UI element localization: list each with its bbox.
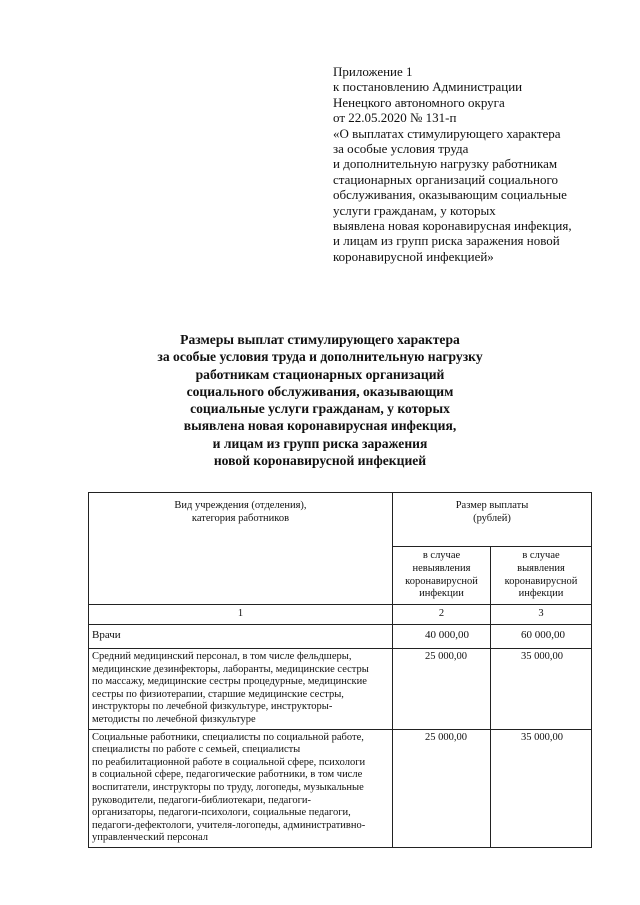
payments-table <box>88 492 592 848</box>
appendix-line: к постановлению Администрации <box>333 79 523 95</box>
appendix-line: Приложение 1 <box>333 64 413 79</box>
appendix-line: и дополнительную нагрузку работникам <box>333 156 558 172</box>
category-line: воспитатели, инструкторы по труду, логопеды, музыкальные <box>92 781 364 793</box>
title-line: новой коронавирусной инфекцией <box>213 453 427 469</box>
header-detected-line: в случае <box>522 550 560 562</box>
header-detected-line: инфекции <box>518 588 564 600</box>
header-detected-cell <box>491 547 592 605</box>
detected-amount: 35 000,00 <box>491 729 592 847</box>
header-detected-line: коронавирусной <box>504 575 578 587</box>
header-category-line: категория работников <box>191 512 290 524</box>
category-line: в социальной сфере, педагогические работники, в том числе <box>92 769 363 781</box>
header-not-detected-line: невыявления <box>412 562 471 574</box>
appendix-line: коронавирусной инфекцией» <box>333 248 494 264</box>
title-line: за особые условия труда и дополнительную нагрузку <box>157 349 483 365</box>
column-number-cell: 3 <box>491 605 592 625</box>
category-line: инструкторы по лечебной физкультуре, инструкторы- <box>92 701 333 713</box>
category-line: организаторы, педагоги-психологи, социальные педагоги, <box>92 807 351 819</box>
appendix-line: выявлена новая коронавирусная инфекция, <box>333 218 572 234</box>
category-line: Средний медицинский персонал, в том числе фельдшеры, <box>92 651 352 662</box>
column-number-row <box>89 605 592 625</box>
header-category-line: Вид учреждения (отделения), <box>174 500 307 511</box>
header-payment-line: Размер выплаты <box>455 500 529 511</box>
appendix-line: «О выплатах стимулирующего характера <box>333 125 561 141</box>
category-cell <box>89 729 393 847</box>
header-not-detected-line: в случае <box>422 550 461 562</box>
title-line: Размеры выплат стимулирующего характера <box>180 332 460 347</box>
header-payment-cell <box>393 493 592 547</box>
column-number-cell: 2 <box>393 605 491 625</box>
header-not-detected-line: коронавирусной <box>405 575 478 587</box>
title-line: и лицам из групп риска заражения <box>212 435 428 451</box>
document-title <box>120 331 520 469</box>
category-line: по массажу, медицинские сестры процедурные, медицинские <box>92 676 367 688</box>
category-line: методисты по лечебной физкультуре <box>92 713 256 725</box>
appendix-line: Ненецкого автономного округа <box>333 94 505 110</box>
category-line: педагоги-дефектологи, учителя-логопеды, административно- <box>92 819 366 831</box>
table-header-row <box>89 493 592 547</box>
category-line: сестры по физиотерапии, старшие медицинские сестры, <box>92 688 344 700</box>
not-detected-amount: 25 000,00 <box>393 649 491 730</box>
title-line: социального обслуживания, оказывающим <box>186 383 454 399</box>
header-category-cell <box>89 493 393 605</box>
category-line: руководители, педагоги-библиотекари, педагоги- <box>92 794 312 806</box>
title-line: выявлена новая коронавирусная инфекция, <box>183 418 457 434</box>
payments-table-container <box>88 492 592 848</box>
category-line: Врачи <box>92 629 121 641</box>
category-line: Социальные работники, специалисты по социальной работе, <box>92 731 364 743</box>
category-cell <box>89 625 393 649</box>
header-not-detected-line: инфекции <box>419 588 464 600</box>
column-number-cell: 1 <box>89 605 393 625</box>
category-line: по реабилитационной работе в социальной сфере, психологи <box>92 756 366 768</box>
header-detected-line: выявления <box>517 562 565 574</box>
appendix-line: обслуживания, оказывающим социальные <box>333 187 567 203</box>
category-line: управленческий персонал <box>92 832 208 844</box>
appendix-line: и лицам из групп риска заражения новой <box>333 233 560 249</box>
table-row <box>89 649 592 730</box>
not-detected-amount: 25 000,00 <box>393 729 491 847</box>
appendix-line: за особые условия труда <box>333 141 469 157</box>
header-payment-line: (рублей) <box>473 512 511 524</box>
table-row <box>89 625 592 649</box>
title-line: социальные услуги гражданам, у которых <box>190 401 450 417</box>
category-line: специалисты по работе с семьей, специалисты <box>92 744 301 756</box>
category-cell <box>89 649 393 730</box>
appendix-block <box>333 64 623 264</box>
header-not-detected-cell <box>393 547 491 605</box>
appendix-line: услуги гражданам, у которых <box>333 202 496 218</box>
category-line: медицинские дезинфекторы, лаборанты, медицинские сестры <box>92 663 369 675</box>
title-line: работникам стационарных организаций <box>195 366 445 382</box>
detected-amount: 35 000,00 <box>491 649 592 730</box>
table-row <box>89 729 592 847</box>
detected-amount: 60 000,00 <box>491 625 592 649</box>
appendix-line: стационарных организаций социального <box>333 171 558 187</box>
not-detected-amount: 40 000,00 <box>393 625 491 649</box>
appendix-line: от 22.05.2020 № 131-п <box>333 110 457 126</box>
